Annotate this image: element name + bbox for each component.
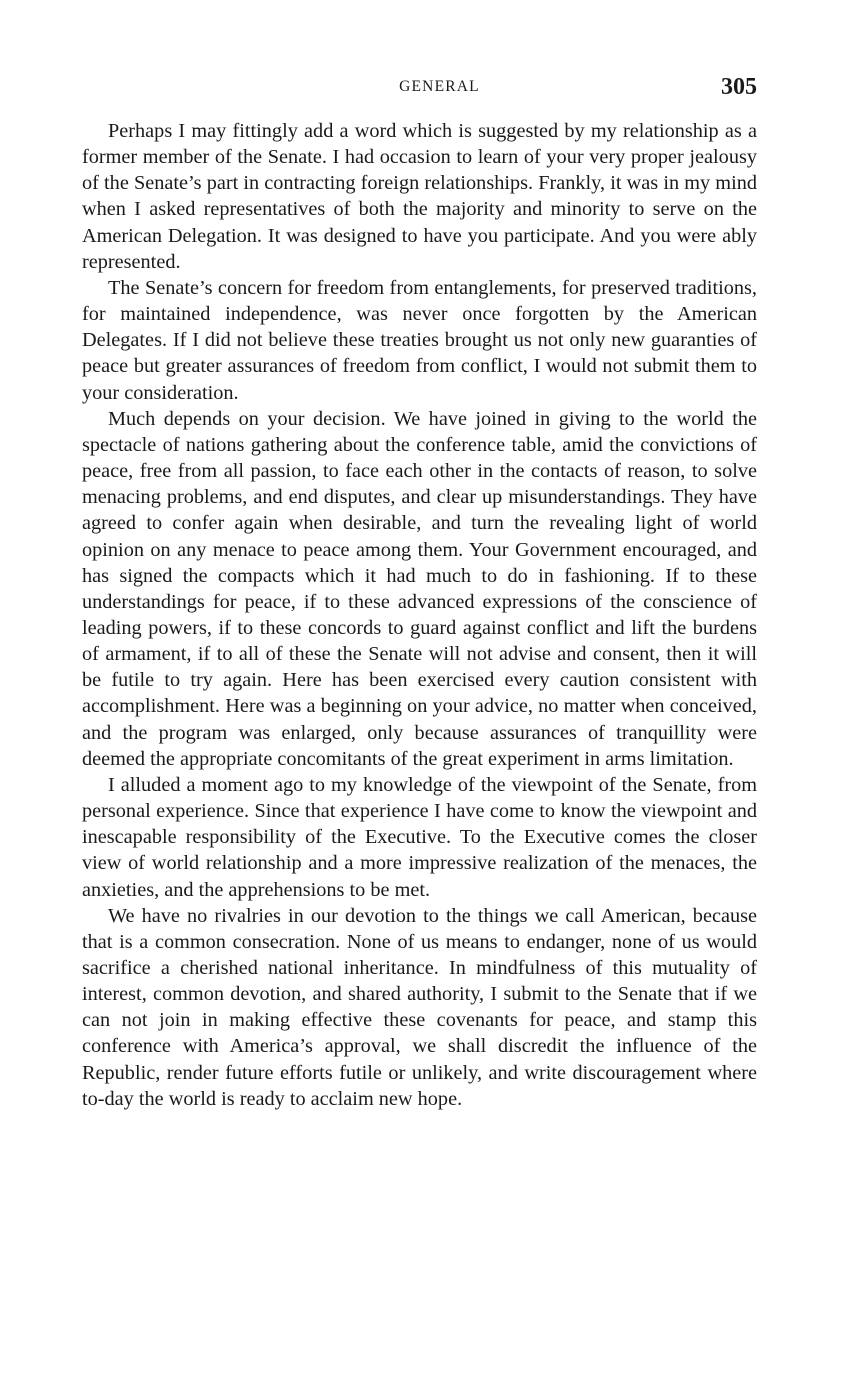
paragraph-2: The Senate’s concern for freedom from entanglements, for preserved traditions, for maintained independence, was never once forgotten by the American Delegates. If I did not believe these treaties brought us not only new guaranties of peace but greater assurances of freedom from conflict, I would not submit them to your consideration. [82, 276, 757, 404]
paragraph-3: Much depends on your decision. We have joined in giving to the world the spectacle of nations gathering about the conference table, amid the convictions of peace, free from all passion, to face each other in the contacts of reason, to solve menacing problems, and end disputes, and clear up misunderstandings. They have agreed to confer again when desirable, and turn the revealing light of world opinion on any menace to peace among them. Your Government encouraged, and has signed the compacts which it had much to do in fashioning. If to these understandings for peace, if to these advanced expressions of the conscience of leading powers, if to these concords to guard against conflict and lift the burdens of armament, if to all of these the Senate will not advise and consent, then it will be futile to try again. Here has been exercised every caution consistent with accomplishment. Here was a beginning on your advice, no matter when conceived, and the program was enlarged, only because assurances of tranquillity were deemed the appropriate concomitants of the great experiment in arms limitation. [82, 407, 757, 770]
body-text [82, 118, 757, 1112]
paragraph-5: We have no rivalries in our devotion to the things we call American, because that is a common consecration. None of us means to endanger, none of us would sacrifice a cherished national inheritance. In mindfulness of this mutuality of interest, common devotion, and shared authority, I submit to the Senate that if we can not join in making effective these covenants for peace, and stamp this conference with America’s approval, we shall discredit the influence of the Republic, render future efforts futile or unlikely, and write discouragement where to-day the world is ready to acclaim new hope. [82, 904, 757, 1110]
paragraph-1: Perhaps I may fittingly add a word which is suggested by my relationship as a former member of the Senate. I had occasion to learn of your very proper jealousy of the Senate’s part in contracting foreign relationships. Frankly, it was in my mind when I asked representatives of both the majority and minority to serve on the American Delegation. It was designed to have you participate. And you were ably represented. [82, 120, 757, 273]
paragraph-4: I alluded a moment ago to my knowledge of the viewpoint of the Senate, from personal experience. Since that experience I have come to know the viewpoint and inescapable responsibility of the Executive. To the Executive comes the closer view of world relationship and a more impressive realization of the menaces, the anxieties, and the apprehensions to be met. [82, 773, 757, 901]
page-number: 305 [721, 74, 757, 100]
running-head [82, 74, 757, 106]
running-title: GENERAL [399, 78, 480, 95]
